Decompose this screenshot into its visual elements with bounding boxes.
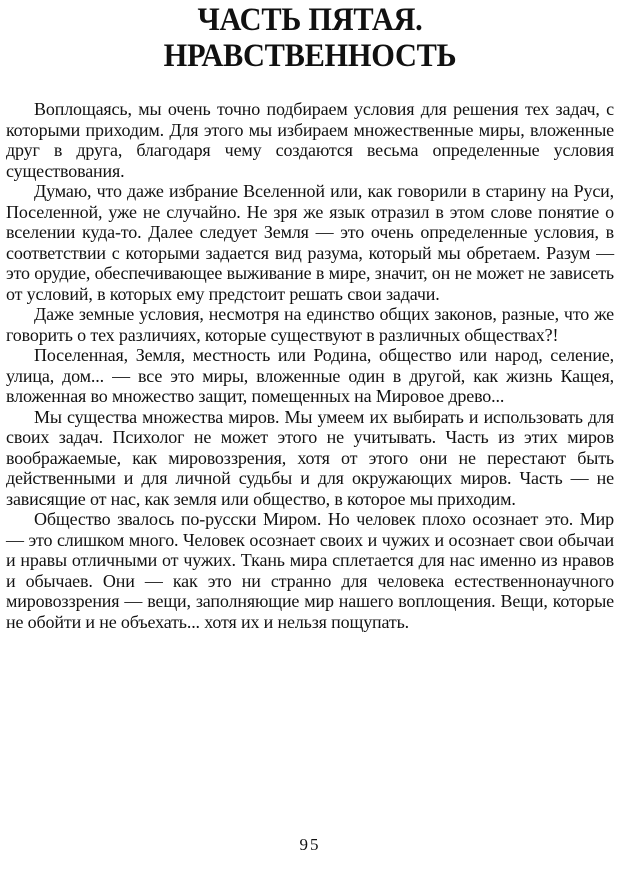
page-number: 95 (299, 835, 321, 854)
paragraph-1: Воплощаясь, мы очень точно подбираем условия для решения тех задач, с которыми приходим. Для этого мы избираем множественные миры, вложенные друг в друга, благодаря чему создаются весьма определенные условия существования. (6, 99, 614, 181)
chapter-heading (0, 2, 620, 74)
chapter-heading-line-1: ЧАСТЬ ПЯТАЯ. (197, 2, 423, 38)
chapter-heading-line-2: НРАВСТВЕННОСТЬ (163, 38, 457, 74)
paragraph-6: Общество звалось по-русски Миром. Но человек плохо осознает это. Мир — это слишком много. Человек осознает своих и чужих и осознает свои обычаи и нравы отличными от чужих. Ткань мира сплетается для нас именно из нравов и обычаев. Они — как это ни странно для человека естественнонаучного мировоззрения — вещи, заполняющие мир нашего воплощения. Вещи, которые не обойти и не объехать... хотя их и нельзя пощупать. (6, 509, 614, 632)
paragraph-4: Поселенная, Земля, местность или Родина, общество или народ, селение, улица, дом... — все это миры, вложенные один в другой, как жизнь Кащея, вложенная во множество защит, помещенных на Мировое древо... (6, 345, 614, 406)
paragraph-2: Думаю, что даже избрание Вселенной или, как говорили в старину на Руси, Поселенной, уже не случайно. Не зря же язык отразил в этом слове понятие о вселении куда-то. Далее следует Земля — это очень определенные условия, в соответствии с которыми задается вид разума, который мы обретаем. Разум — это орудие, обеспечивающее выживание в мире, значит, он не может не зависеть от условий, в которых ему предстоит решать свои задачи. (6, 181, 614, 304)
paragraph-5: Мы существа множества миров. Мы умеем их выбирать и использовать для своих задач. Психолог не может этого не учитывать. Часть из этих миров воображаемые, как мировоззрения, хотя от этого они не перестают быть действенными и для личной судьбы и для окружающих миров. Часть — не зависящие от нас, как земля или общество, в которое мы приходим. (6, 406, 614, 509)
paragraph-3: Даже земные условия, несмотря на единство общих законов, разные, что же говорить о тех различиях, которые существуют в различных обществах?! (6, 304, 614, 345)
body-text (6, 99, 614, 632)
